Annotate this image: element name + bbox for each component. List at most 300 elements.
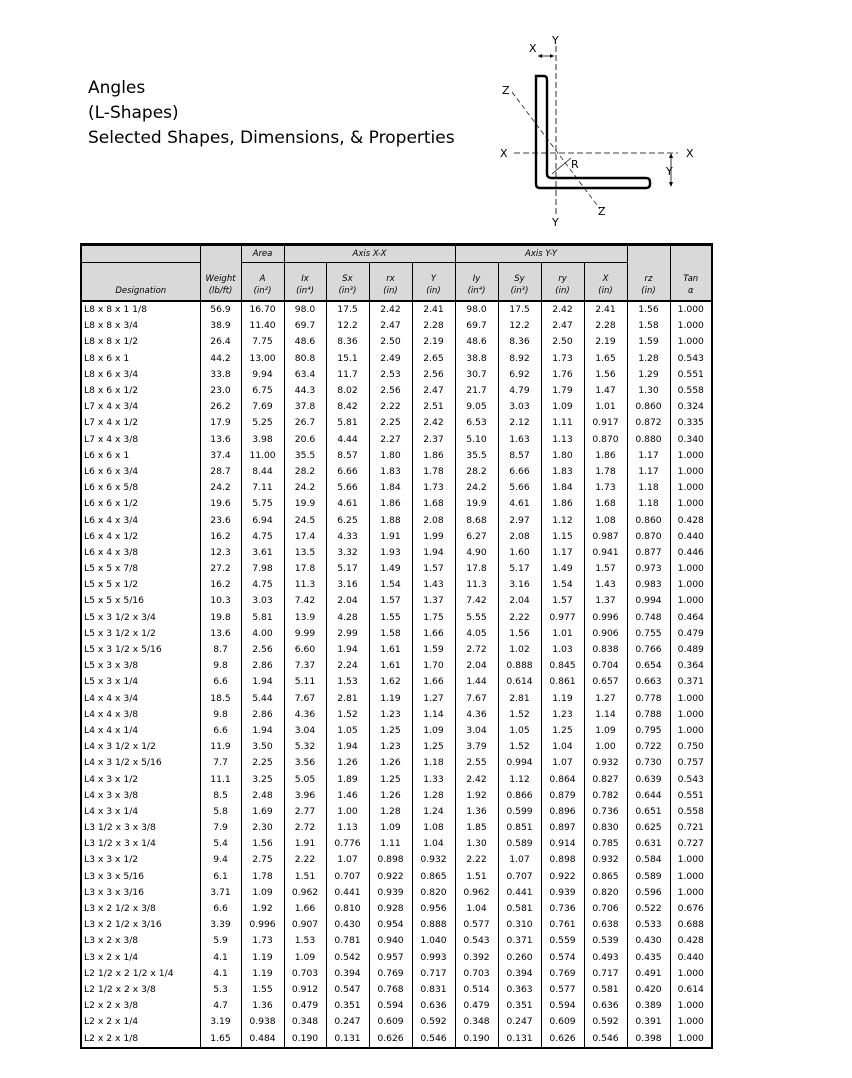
col-weight [200,263,241,302]
table-cell: 0.596 [627,885,670,901]
table-cell: 30.7 [455,367,498,383]
table-cell: 1.66 [412,674,455,690]
table-cell: 1.80 [541,448,584,464]
table-row [81,1014,712,1030]
table-row [81,885,712,901]
designation-cell: L4 x 4 x 1/4 [81,723,200,739]
col-y-label: Y [430,274,437,284]
table-cell: 0.533 [627,917,670,933]
table-cell: 0.522 [627,901,670,917]
table-cell: 1.76 [541,367,584,383]
table-cell: 0.625 [627,820,670,836]
table-cell: 2.50 [541,334,584,350]
table-cell: 1.58 [369,626,412,642]
table-cell: 1.57 [369,593,412,609]
col-weight-unit: (lb/ft) [208,286,233,296]
table-cell: 38.8 [455,351,498,367]
table-cell: 0.703 [455,966,498,982]
table-cell: 3.39 [200,917,241,933]
table-cell: 7.42 [455,593,498,609]
table-cell: 1.88 [369,512,412,528]
table-cell: 20.6 [284,432,326,448]
table-cell: 1.17 [541,545,584,561]
table-row [81,561,712,577]
table-cell: 1.51 [455,869,498,885]
table-cell: 2.25 [369,415,412,431]
table-cell: 0.420 [627,982,670,998]
table-cell: 1.56 [584,367,627,383]
table-row [81,448,712,464]
table-cell: 3.16 [326,577,369,593]
table-cell: 0.542 [326,950,369,966]
table-cell: 1.28 [412,788,455,804]
designation-cell: L2 x 2 x 1/8 [81,1030,200,1047]
designation-cell: L5 x 3 1/2 x 3/4 [81,610,200,626]
table-cell: 33.8 [200,367,241,383]
table-cell: 5.44 [241,691,284,707]
table-cell: 1.54 [541,577,584,593]
table-cell: 27.2 [200,561,241,577]
table-cell: 1.09 [284,950,326,966]
table-cell: 4.7 [200,998,241,1014]
table-cell: 1.00 [326,804,369,820]
table-cell: 0.688 [670,917,712,933]
table-cell: 1.000 [670,691,712,707]
table-cell: 1.18 [627,496,670,512]
table-cell: 35.5 [284,448,326,464]
table-cell: 5.8 [200,804,241,820]
table-cell: 2.47 [412,383,455,399]
table-cell: 0.831 [412,982,455,998]
table-cell: 1.000 [670,1030,712,1047]
table-cell: 7.9 [200,820,241,836]
table-cell: 1.47 [584,383,627,399]
table-cell: 4.90 [455,545,498,561]
col-tan-symbol: α [687,286,694,296]
designation-cell: L3 x 3 x 1/2 [81,852,200,868]
table-cell: 1.000 [670,885,712,901]
table-cell: 1.000 [670,301,712,318]
table-cell: 0.631 [627,836,670,852]
table-cell: 1.000 [670,334,712,350]
designation-cell: L5 x 3 x 1/4 [81,674,200,690]
table-cell: 1.58 [627,318,670,334]
table-cell: 3.56 [284,755,326,771]
table-row [81,820,712,836]
table-cell: 0.898 [369,852,412,868]
table-cell: 98.0 [284,301,326,318]
table-cell: 0.636 [584,998,627,1014]
table-cell: 0.717 [584,966,627,982]
col-ix-label: Ix [301,274,309,284]
table-cell: 0.757 [670,755,712,771]
table-cell: 1.73 [541,351,584,367]
table-cell: 16.2 [200,577,241,593]
col-rx-unit: (in) [383,286,398,296]
table-cell: 3.61 [241,545,284,561]
table-cell: 0.539 [584,933,627,949]
table-cell: 0.865 [584,869,627,885]
table-row [81,351,712,367]
table-cell: 1.30 [627,383,670,399]
table-cell: 0.898 [541,852,584,868]
table-cell: 5.75 [241,496,284,512]
table-cell: 56.9 [200,301,241,318]
col-sx-unit: (in³) [338,286,357,296]
table-cell: 1.15 [541,529,584,545]
table-cell: 0.440 [670,950,712,966]
table-cell: 2.22 [498,610,541,626]
table-cell: 0.897 [541,820,584,836]
table-cell: 1.89 [326,771,369,787]
col-weight-label: Weight [205,274,236,284]
y-dim-label: Y [666,165,673,178]
table-cell: 0.435 [627,950,670,966]
table-cell: 0.820 [412,885,455,901]
table-cell: 37.8 [284,399,326,415]
table-cell: 1.04 [412,836,455,852]
table-cell: 2.65 [412,351,455,367]
table-cell: 16.70 [241,301,284,318]
table-cell: 3.04 [455,723,498,739]
table-cell: 17.5 [498,301,541,318]
table-cell: 8.68 [455,512,498,528]
table-cell: 0.939 [369,885,412,901]
table-cell: 2.47 [369,318,412,334]
table-cell: 0.907 [284,917,326,933]
table-row [81,707,712,723]
col-area-label: A [259,274,266,284]
table-cell: 1.13 [326,820,369,836]
table-cell: 17.4 [284,529,326,545]
table-cell: 0.987 [584,529,627,545]
table-cell: 0.310 [498,917,541,933]
designation-cell: L2 1/2 x 2 x 3/8 [81,982,200,998]
table-cell: 8.02 [326,383,369,399]
table-cell: 1.86 [369,496,412,512]
table-cell: 0.131 [498,1030,541,1047]
table-row [81,545,712,561]
table-cell: 1.75 [412,610,455,626]
table-cell: 1.29 [627,367,670,383]
table-cell: 1.07 [326,852,369,868]
table-cell: 1.09 [541,399,584,415]
z-axis-label-bottom: Z [598,205,606,218]
table-row [81,415,712,431]
table-cell: 6.6 [200,674,241,690]
table-cell: 5.66 [498,480,541,496]
table-cell: 1.28 [627,351,670,367]
table-cell: 0.391 [627,1014,670,1030]
table-cell: 24.5 [284,512,326,528]
table-row [81,480,712,496]
table-cell: 1.66 [412,626,455,642]
table-cell: 1.26 [369,788,412,804]
table-cell: 0.860 [627,399,670,415]
table-cell: 11.40 [241,318,284,334]
table-cell: 0.599 [498,804,541,820]
table-cell: 0.584 [627,852,670,868]
table-cell: 1.07 [541,755,584,771]
table-cell: 8.36 [326,334,369,350]
axis-yy-group-header: Axis Y-Y [455,245,627,263]
table-cell: 0.581 [584,982,627,998]
table-cell: 9.8 [200,707,241,723]
table-cell: 0.896 [541,804,584,820]
designation-cell: L3 1/2 x 3 x 3/8 [81,820,200,836]
table-cell: 9.05 [455,399,498,415]
table-cell: 2.56 [412,367,455,383]
col-y [412,263,455,302]
designation-cell: L7 x 4 x 3/8 [81,432,200,448]
table-cell: 5.81 [326,415,369,431]
table-cell: 2.42 [412,415,455,431]
table-cell: 8.57 [498,448,541,464]
table-cell: 2.53 [369,367,412,383]
table-cell: 1.000 [670,723,712,739]
table-cell: 2.56 [241,642,284,658]
table-cell: 0.484 [241,1030,284,1047]
table-cell: 4.61 [326,496,369,512]
table-cell: 4.05 [455,626,498,642]
table-cell: 0.932 [584,755,627,771]
table-cell: 2.99 [326,626,369,642]
table-cell: 1.52 [498,739,541,755]
table-cell: 23.0 [200,383,241,399]
table-cell: 19.6 [200,496,241,512]
table-cell: 0.788 [627,707,670,723]
table-cell: 2.19 [412,334,455,350]
table-row [81,658,712,674]
table-cell: 0.131 [326,1030,369,1047]
table-cell: 0.996 [241,917,284,933]
table-cell: 0.543 [670,351,712,367]
designation-cell: L6 x 6 x 3/4 [81,464,200,480]
table-cell: 2.81 [498,691,541,707]
table-cell: 1.60 [498,545,541,561]
table-cell: 6.6 [200,901,241,917]
table-row [81,383,712,399]
table-cell: 8.42 [326,399,369,415]
table-cell: 0.795 [627,723,670,739]
designation-cell: L3 x 3 x 3/16 [81,885,200,901]
table-cell: 0.766 [627,642,670,658]
table-cell: 5.32 [284,739,326,755]
designation-cell: L6 x 4 x 3/4 [81,512,200,528]
table-cell: 1.91 [284,836,326,852]
table-cell: 1.08 [412,820,455,836]
table-cell: 7.42 [284,593,326,609]
table-cell: 3.71 [200,885,241,901]
table-cell: 2.42 [369,301,412,318]
table-cell: 1.02 [498,642,541,658]
designation-cell: L7 x 4 x 3/4 [81,399,200,415]
y-axis-label-bottom: Y [552,216,559,229]
table-cell: 0.730 [627,755,670,771]
table-cell: 48.6 [284,334,326,350]
table-row [81,593,712,609]
table-cell: 1.00 [584,739,627,755]
table-cell: 7.7 [200,755,241,771]
col-ry-unit: (in) [555,286,570,296]
table-cell: 1.83 [369,464,412,480]
table-row [81,367,712,383]
table-cell: 1.000 [670,998,712,1014]
table-cell: 98.0 [455,301,498,318]
table-cell: 4.36 [284,707,326,723]
table-cell: 0.398 [627,1030,670,1047]
table-cell: 2.22 [284,852,326,868]
table-cell: 1.01 [584,399,627,415]
table-row [81,318,712,334]
designation-cell: L4 x 3 x 3/8 [81,788,200,804]
table-cell: 0.609 [541,1014,584,1030]
table-cell: 9.99 [284,626,326,642]
table-cell: 0.722 [627,739,670,755]
table-cell: 2.04 [326,593,369,609]
table-cell: 1.62 [369,674,412,690]
designation-cell: L5 x 3 x 3/8 [81,658,200,674]
table-cell: 0.888 [498,658,541,674]
table-cell: 1.84 [369,480,412,496]
table-cell: 1.36 [455,804,498,820]
table-cell: 19.8 [200,610,241,626]
table-cell: 1.52 [498,707,541,723]
table-cell: 1.19 [241,966,284,982]
table-cell: 2.22 [455,852,498,868]
table-row [81,674,712,690]
table-cell: 1.25 [369,771,412,787]
table-cell: 2.41 [412,301,455,318]
table-cell: 2.56 [369,383,412,399]
table-cell: 0.577 [541,982,584,998]
table-cell: 0.348 [284,1014,326,1030]
table-cell: 11.3 [284,577,326,593]
designation-cell: L4 x 4 x 3/4 [81,691,200,707]
table-cell: 1.18 [627,480,670,496]
table-cell: 0.335 [670,415,712,431]
table-row [81,1030,712,1047]
table-cell: 7.37 [284,658,326,674]
properties-table-wrapper [80,243,713,1049]
designation-cell: L8 x 6 x 1/2 [81,383,200,399]
table-cell: 0.651 [627,804,670,820]
table-cell: 2.50 [369,334,412,350]
table-cell: 0.776 [326,836,369,852]
table-cell: 0.626 [541,1030,584,1047]
title-line-2: (L-Shapes) [88,103,179,123]
table-cell: 1.18 [412,755,455,771]
table-cell: 2.12 [498,415,541,431]
table-cell: 0.973 [627,561,670,577]
table-cell: 1.65 [584,351,627,367]
table-cell: 2.81 [326,691,369,707]
table-cell: 1.05 [498,723,541,739]
table-cell: 0.906 [584,626,627,642]
table-cell: 15.1 [326,351,369,367]
table-cell: 2.27 [369,432,412,448]
table-cell: 0.190 [455,1030,498,1047]
table-cell: 3.03 [241,593,284,609]
table-cell: 2.08 [412,512,455,528]
table-cell: 0.932 [412,852,455,868]
table-cell: 0.614 [670,982,712,998]
table-cell: 0.464 [670,610,712,626]
table-cell: 1.37 [584,593,627,609]
table-cell: 0.589 [498,836,541,852]
designation-cell: L8 x 6 x 3/4 [81,367,200,383]
table-cell: 0.348 [455,1014,498,1030]
table-cell: 11.3 [455,577,498,593]
table-cell: 1.23 [369,739,412,755]
table-cell: 0.880 [627,432,670,448]
table-cell: 1.84 [541,480,584,496]
table-cell: 1.57 [584,561,627,577]
table-cell: 1.78 [241,869,284,885]
table-cell: 0.589 [627,869,670,885]
table-cell: 1.14 [584,707,627,723]
table-row [81,982,712,998]
angle-section-diagram [500,34,710,234]
table-cell: 0.755 [627,626,670,642]
table-cell: 0.489 [670,642,712,658]
table-cell: 1.92 [455,788,498,804]
table-cell: 4.75 [241,577,284,593]
properties-table [80,243,713,1049]
table-cell: 3.50 [241,739,284,755]
col-designation: Designation [81,263,200,302]
table-cell: 6.66 [498,464,541,480]
table-cell: 0.703 [284,966,326,982]
table-cell: 1.000 [670,1014,712,1030]
table-cell: 2.28 [584,318,627,334]
table-cell: 2.37 [412,432,455,448]
table-cell: 1.79 [541,383,584,399]
table-cell: 6.60 [284,642,326,658]
table-cell: 1.61 [369,642,412,658]
table-cell: 1.19 [541,691,584,707]
table-cell: 0.940 [369,933,412,949]
table-cell: 13.6 [200,432,241,448]
table-cell: 6.25 [326,512,369,528]
table-cell: 2.75 [241,852,284,868]
designation-cell: L6 x 4 x 3/8 [81,545,200,561]
table-cell: 1.23 [541,707,584,723]
table-cell: 1.49 [541,561,584,577]
table-cell: 0.956 [412,901,455,917]
table-cell: 5.9 [200,933,241,949]
col-sx-label: Sx [342,274,353,284]
table-cell: 26.4 [200,334,241,350]
table-cell: 1.54 [369,577,412,593]
table-cell: 0.957 [369,950,412,966]
table-cell: 0.994 [498,755,541,771]
table-cell: 0.914 [541,836,584,852]
table-cell: 1.65 [200,1030,241,1047]
table-cell: 2.86 [241,658,284,674]
designation-cell: L3 x 2 1/2 x 3/8 [81,901,200,917]
table-cell: 3.79 [455,739,498,755]
table-cell: 1.59 [412,642,455,658]
table-cell: 6.92 [498,367,541,383]
table-cell: 1.53 [326,674,369,690]
table-cell: 0.736 [584,804,627,820]
col-tan-label: Tan [683,274,699,284]
table-cell: 0.394 [326,966,369,982]
table-cell: 1.30 [455,836,498,852]
table-cell: 0.626 [369,1030,412,1047]
designation-cell: L6 x 6 x 1 [81,448,200,464]
